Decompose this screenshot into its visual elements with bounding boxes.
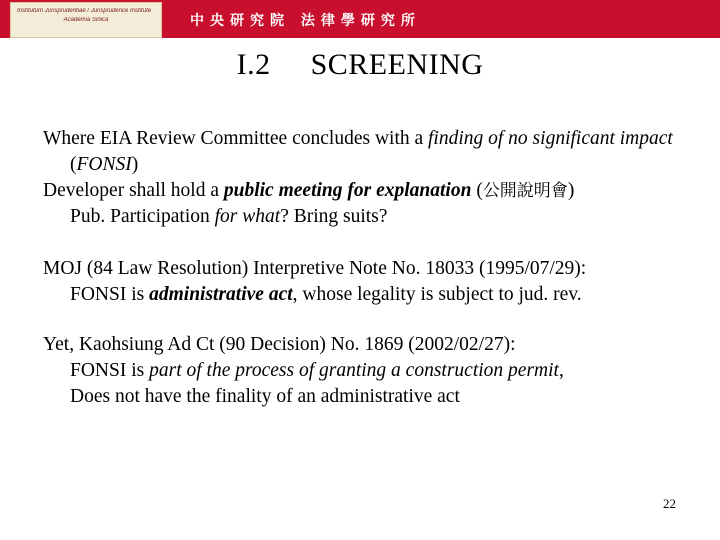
slide-title: I.2 SCREENING [236,48,484,81]
spacer [43,308,703,332]
text-run: FONSI is [70,360,150,381]
logo-text-line: Academia Sinica [63,17,109,23]
text-run: ) [131,154,139,175]
chinese-text: 公開說明會 [482,181,568,201]
text-run: FONSI is [70,284,150,305]
text-run: ( [70,154,77,175]
text-run: ) [567,180,575,201]
text-run: ( [471,180,483,201]
bullet-paragraph [43,126,703,178]
text-run: Does not have the finality of an administrative act [70,386,460,407]
text-run: , whose legality is subject to jud. rev. [292,284,582,305]
italic-text: for what [214,206,281,227]
text-run: MOJ (84 Law Resolution) Interpretive Note No. 18033 (1995/07/29): [43,258,587,279]
bold-italic-text: public meeting for explanation [223,180,472,201]
logo-text-line: Institutum Jurisprudentiae / Jurisprudence Institute [17,8,152,14]
bullet-paragraph [43,332,703,410]
bold-italic-text: administrative act [149,284,293,305]
spacer [43,230,703,256]
bullet-paragraph [43,204,703,230]
text-run: , [558,360,564,381]
italic-text: FONSI [76,154,132,175]
bullet-paragraph [43,256,703,308]
header-banner [0,0,720,38]
text-run: ? Bring suits? [280,206,388,227]
italic-text: part of the process of granting a construction permit [149,360,559,381]
institute-logo [10,2,162,38]
text-run: Where EIA Review Committee concludes with a [43,128,429,149]
text-run: Yet, Kaohsiung Ad Ct (90 Decision) No. 1869 (2002/02/27): [43,334,516,355]
text-run: Pub. Participation [70,206,215,227]
slide-body [43,126,703,410]
text-run: Developer shall hold a [43,180,224,201]
page-number: 22 [663,496,676,511]
banner-text: 中央研究院 法律學研究所 [190,13,421,29]
italic-text: finding of no significant impact [428,128,673,149]
bullet-paragraph [43,178,703,204]
